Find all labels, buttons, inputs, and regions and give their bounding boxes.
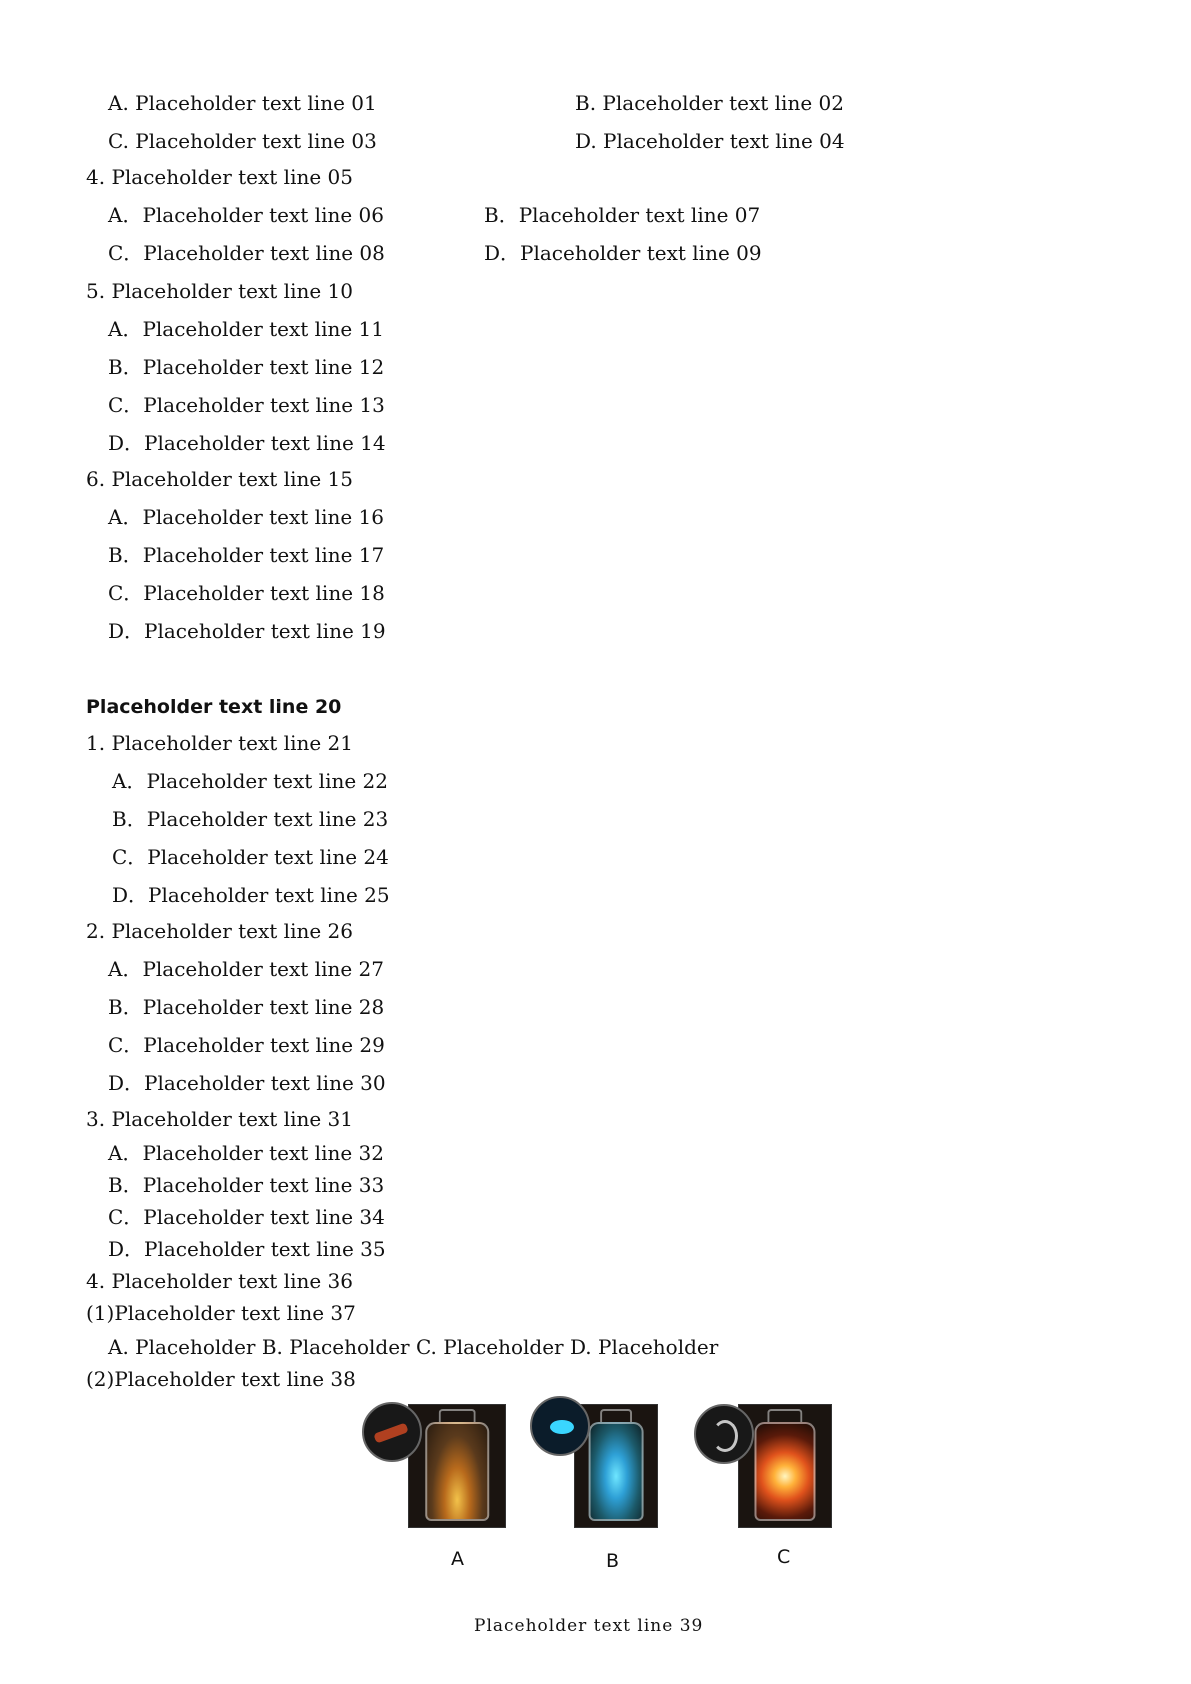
option-a: A．Placeholder text line 16 (108, 505, 384, 529)
option-d: D．Placeholder text line 25 (112, 883, 390, 907)
option-b: B．Placeholder text line 28 (108, 995, 385, 1019)
iron-inset (694, 1404, 754, 1464)
option-d: D. Placeholder text line 04 (575, 129, 845, 153)
question-stem: 1. Placeholder text line 21 (86, 731, 353, 755)
question-stem: 5. Placeholder text line 10 (86, 279, 353, 303)
figure-caption: B (606, 1550, 620, 1572)
page-footer: Placeholder text line 39 (474, 1616, 704, 1636)
sub-question: (2)Placeholder text line 38 (86, 1367, 356, 1391)
question-stem: 6. Placeholder text line 15 (86, 467, 353, 491)
option-d: D．Placeholder text line 14 (108, 431, 386, 455)
option-c: C．Placeholder text line 08 (108, 241, 385, 265)
option-d: D．Placeholder text line 30 (108, 1071, 386, 1095)
option-d: D．Placeholder text line 09 (484, 241, 762, 265)
option-b: B．Placeholder text line 07 (484, 203, 761, 227)
option-row: A. Placeholder B. Placeholder C. Placeholder D. Placeholder (108, 1335, 719, 1359)
option-c: C．Placeholder text line 34 (108, 1205, 385, 1229)
option-c: C．Placeholder text line 29 (108, 1033, 385, 1057)
option-d: D．Placeholder text line 19 (108, 619, 386, 643)
option-d: D．Placeholder text line 35 (108, 1237, 386, 1261)
option-a: A．Placeholder text line 11 (108, 317, 384, 341)
option-b: B．Placeholder text line 23 (112, 807, 389, 831)
option-c: C．Placeholder text line 18 (108, 581, 385, 605)
question-stem: 4. Placeholder text line 36 (86, 1269, 353, 1293)
option-b: B．Placeholder text line 17 (108, 543, 385, 567)
option-b: B. Placeholder text line 02 (575, 91, 844, 115)
option-a: A．Placeholder text line 32 (108, 1141, 384, 1165)
question-stem: 4. Placeholder text line 05 (86, 165, 353, 189)
charcoal-flask-photo (408, 1404, 506, 1528)
sulfur-inset (530, 1396, 590, 1456)
option-c: C．Placeholder text line 13 (108, 393, 385, 417)
question-stem: 3. Placeholder text line 31 (86, 1107, 353, 1131)
option-c: C．Placeholder text line 24 (112, 845, 389, 869)
option-c: C. Placeholder text line 03 (108, 129, 377, 153)
option-a: A. Placeholder text line 01 (108, 91, 377, 115)
option-a: A．Placeholder text line 06 (108, 203, 384, 227)
charcoal-inset (362, 1402, 422, 1462)
option-a: A．Placeholder text line 27 (108, 957, 384, 981)
option-b: B．Placeholder text line 33 (108, 1173, 385, 1197)
option-a: A．Placeholder text line 22 (112, 769, 388, 793)
sub-question: (1)Placeholder text line 37 (86, 1301, 356, 1325)
option-b: B．Placeholder text line 12 (108, 355, 385, 379)
figure-caption: A (451, 1548, 464, 1570)
figure-caption: C (777, 1546, 791, 1568)
section-title: Placeholder text line 20 (86, 696, 342, 718)
question-stem: 2. Placeholder text line 26 (86, 919, 353, 943)
